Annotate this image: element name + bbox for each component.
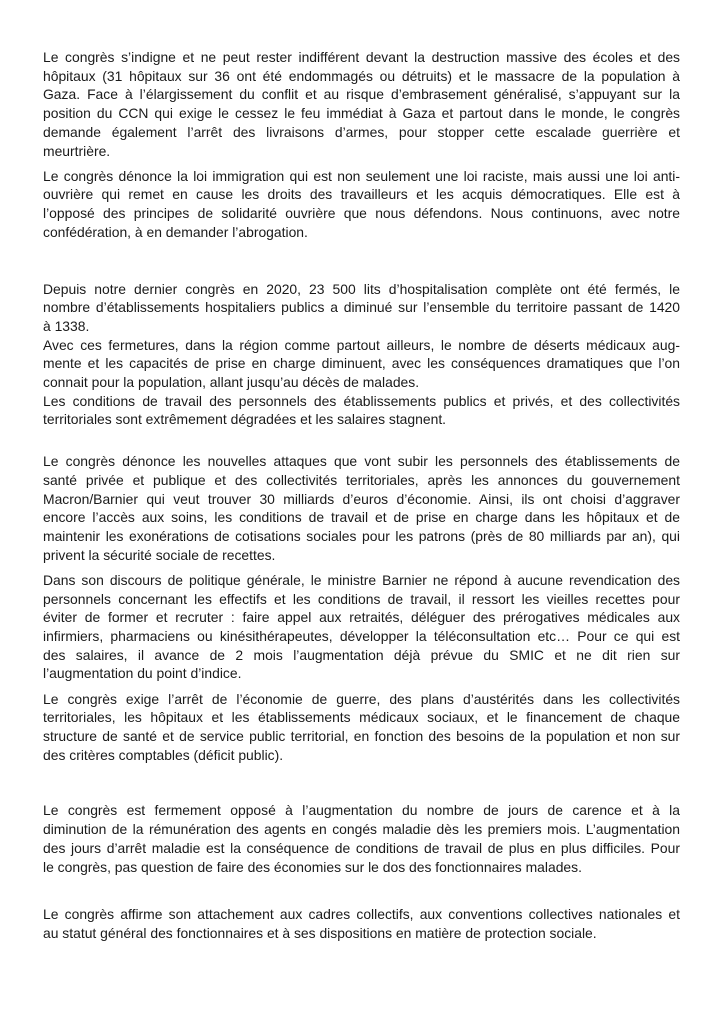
text-line: privent la sécurité sociale de recettes. bbox=[43, 546, 276, 563]
paragraph-loi-immigration bbox=[43, 167, 680, 242]
paragraph-discours-barnier bbox=[43, 571, 680, 683]
text-line: connait pour la population, allant jusqu’au décès de malades. bbox=[43, 374, 420, 391]
text-line: Gaza. Face à l’élargissement du conflit et au risque d’embrasement généralisé, s’appuyant sur la bbox=[43, 86, 680, 103]
paragraph-deserts-medicaux bbox=[43, 336, 680, 392]
text-line: diminution de la rémunération des agents en congés maladie dès les premiers mois. L’augmentation bbox=[43, 821, 680, 838]
text-line: santé privée et publique et des collectivités territoriales, après les annonces du gouvernement bbox=[43, 471, 680, 488]
text-line: le congrès, pas question de faire des économies sur le dos des fonctionnaires malades. bbox=[43, 858, 582, 875]
paragraph-cadres-collectifs bbox=[43, 905, 680, 942]
text-line: Le congrès dénonce la loi immigration qui est non seulement une loi raciste, mais aussi une loi anti- bbox=[43, 167, 680, 184]
text-line: position du CCN qui exige le cessez le feu immédiat à Gaza et partout dans le monde, le congrès bbox=[43, 105, 680, 122]
text-line: territoriales sont extrêmement dégradées et les salaires stagnent. bbox=[43, 411, 447, 428]
text-line: infirmiers, pharmaciens ou kinésithérapeutes, développer la téléconsultation etc… Pour ce qui est bbox=[43, 627, 680, 644]
text-line: territoriales, les hôpitaux et les établissements médicaux sociaux, et le financement de chaque bbox=[43, 709, 680, 726]
text-line: meurtrière. bbox=[43, 142, 111, 159]
text-line: hôpitaux (31 hôpitaux sur 36 ont été endommagés ou détruits) et le massacre de la population à bbox=[43, 67, 680, 84]
text-line: Depuis notre dernier congrès en 2020, 23 500 lits d’hospitalisation complète ont été fermés, le bbox=[43, 280, 680, 297]
text-line: Dans son discours de politique générale, le ministre Barnier ne répond à aucune revendication des bbox=[43, 571, 680, 588]
text-line: l’opposé des principes de solidarité ouvrière que nous défendons. Nous continuons, avec notre bbox=[43, 205, 680, 222]
text-line: Les conditions de travail des personnels des établissements publics et privés, et des collectivités bbox=[43, 392, 680, 409]
text-line: ouvrière qui remet en cause les droits des travailleurs et les acquis démocratiques. Elle est à bbox=[43, 186, 680, 203]
text-line: des salaires, il avance de 2 mois l’augmentation déjà prévue du SMIC et ne dit rien sur bbox=[43, 646, 680, 663]
text-line: au statut général des fonctionnaires et à ses dispositions en matière de protection sociale. bbox=[43, 924, 597, 941]
text-line: confédération, à en demander l’abrogation. bbox=[43, 223, 308, 240]
text-line: Macron/Barnier qui veut trouver 30 milliards d’euros d’économie. Ainsi, ils ont choisi d’aggraver bbox=[43, 490, 680, 507]
text-line: Le congrès dénonce les nouvelles attaques que vont subir les personnels des établissements de bbox=[43, 453, 680, 470]
text-line: éviter de former et recruter : faire appel aux retraités, déléguer des prérogatives médicales aux bbox=[43, 609, 680, 626]
text-line: maintenir les exonérations de cotisations sociales pour les patrons (près de 80 milliards par an), qui bbox=[43, 527, 680, 544]
text-line: nombre d’établissements hospitaliers publics a diminué sur l’ensemble du territoire passant de 1420 bbox=[43, 299, 680, 316]
text-line: structure de santé et de service public territorial, en fonction des besoins de la population et non sur bbox=[43, 728, 680, 744]
text-line: Le congrès exige l’arrêt de l’économie de guerre, des plans d’austérités dans les collectivités bbox=[43, 690, 680, 707]
text-line: des jours d’arrêt maladie est la conséquence de conditions de travail de plus en plus difficiles. Pour bbox=[43, 839, 680, 856]
text-line: demande également l’arrêt des livraisons d’armes, pour stopper cette escalade guerrière et bbox=[43, 123, 680, 140]
text-line: Le congrès est fermement opposé à l’augmentation du nombre de jours de carence et à la bbox=[43, 802, 680, 819]
paragraph-hospitalisation bbox=[43, 280, 680, 336]
paragraph-gaza bbox=[43, 48, 680, 160]
paragraph-jours-carence bbox=[43, 801, 680, 876]
text-line: personnels concernant les effectifs et les conditions de travail, il ressort les vieilles recettes pour bbox=[43, 590, 680, 607]
text-line: mente et les capacités de prise en charge diminuent, avec les conséquences dramatiques que l’on bbox=[43, 355, 680, 372]
text-line: l’augmentation du point d’indice. bbox=[43, 665, 242, 682]
paragraph-economie-guerre bbox=[43, 690, 680, 765]
text-line: encore l’accès aux soins, les conditions de travail et de prise en charge dans les hôpitaux et de bbox=[43, 509, 680, 526]
paragraph-nouvelles-attaques bbox=[43, 452, 680, 564]
text-line: Le congrès s’indigne et ne peut rester indifférent devant la destruction massive des écoles et des bbox=[43, 49, 680, 65]
text-line: des critères comptables (déficit public). bbox=[43, 746, 284, 763]
text-line: Le congrès affirme son attachement aux cadres collectifs, aux conventions collectives nationales et bbox=[43, 906, 680, 923]
text-line: à 1338. bbox=[43, 317, 90, 334]
text-line: Avec ces fermetures, dans la région comme partout ailleurs, le nombre de déserts médicaux aug- bbox=[43, 336, 680, 353]
paragraph-conditions-travail bbox=[43, 392, 680, 429]
document-page bbox=[43, 48, 680, 943]
